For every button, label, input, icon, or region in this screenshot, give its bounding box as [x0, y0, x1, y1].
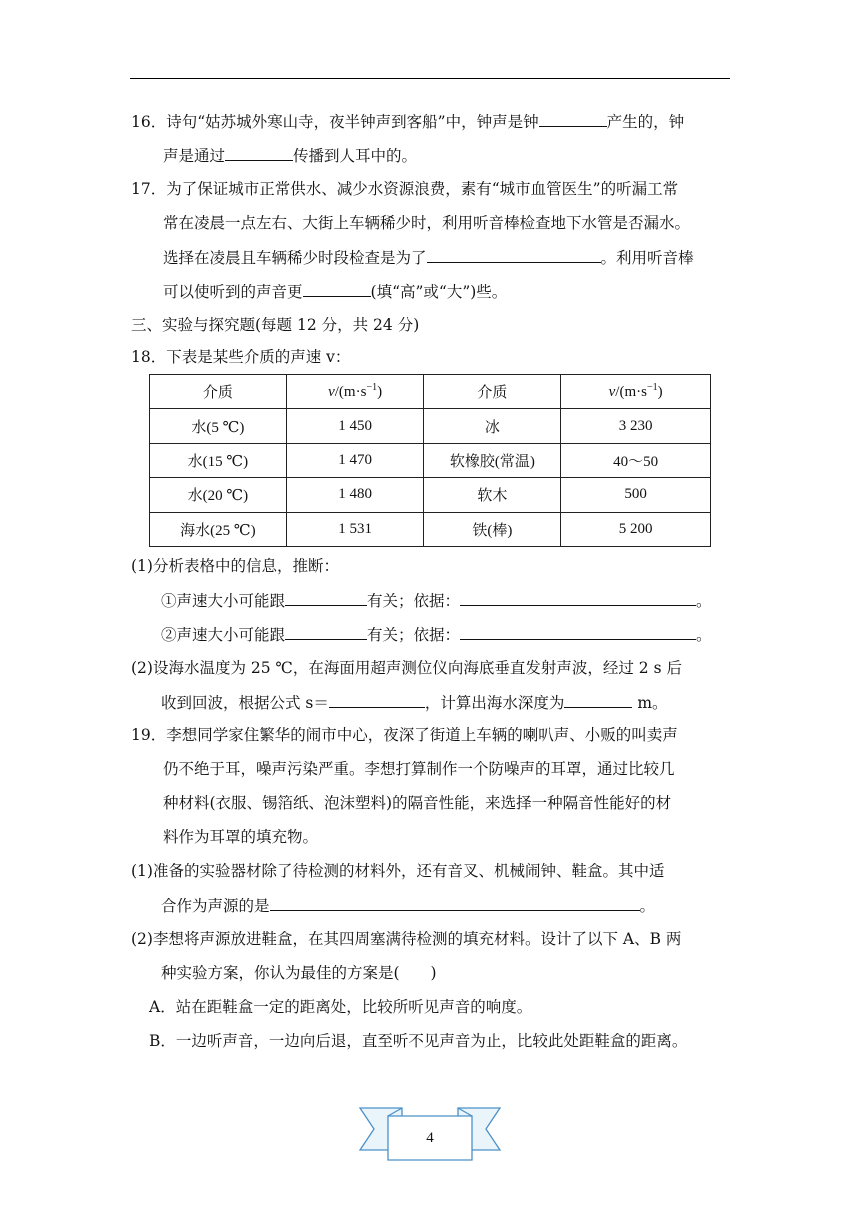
table-row	[150, 443, 711, 477]
q18-text: ②声速大小可能跟	[161, 626, 286, 644]
page-number: 4	[426, 1130, 434, 1146]
table-header-row	[150, 375, 711, 409]
table-cell: 软橡胶(常温)	[424, 443, 561, 477]
section-heading: 三、实验与探究题(每题 12 分，共 24 分)	[131, 316, 420, 334]
q18-blank-formula[interactable]	[329, 691, 425, 708]
q19-option-b: B．一边听声音，一边向后退，直至听不见声音为止，比较此处距鞋盒的距离。	[149, 1032, 688, 1050]
q18-number: 18．	[131, 348, 167, 366]
table-header-cell: $v/(m\cdot s^{-1})$	[561, 375, 711, 409]
q19-line2: 仍不绝于耳，噪声污染严重。李想打算制作一个防噪声的耳罩，通过比较几	[163, 760, 675, 778]
q18-text: 。	[696, 592, 712, 610]
table-cell: 3 230	[561, 409, 711, 443]
q19-blank-sound-source[interactable]	[270, 894, 640, 911]
table-cell: 海水(25 ℃)	[150, 512, 287, 546]
q16-text: 声是通过	[163, 147, 226, 165]
q18-text: 有关；依据：	[367, 626, 461, 644]
header-rule	[130, 78, 730, 79]
q19-part2-line2: 种实验方案，你认为最佳的方案是( )	[161, 964, 437, 982]
q18-blank-basis2[interactable]	[460, 623, 696, 640]
table-cell: 5 200	[561, 512, 711, 546]
q18-text: 。	[696, 626, 712, 644]
q19-part2-line1: (2)李想将声源放进鞋盒，在其四周塞满待检测的填充材料。设计了以下 A、B 两	[131, 930, 682, 948]
q19-line4: 料作为耳罩的填充物。	[163, 828, 319, 846]
q17-text: 选择在凌晨且车辆稀少时段检查是为了	[163, 249, 427, 267]
q18-text: m。	[632, 694, 668, 712]
q17-text: 。利用听音棒	[600, 249, 694, 267]
table-row	[150, 478, 711, 512]
q19-line3: 种材料(衣服、锡箔纸、泡沫塑料)的隔音性能，来选择一种隔音性能好的材	[163, 794, 672, 812]
q17-text: 可以使听到的声音更	[163, 283, 303, 301]
q18-text: ①声速大小可能跟	[161, 592, 286, 610]
q17-line2: 常在凌晨一点左右、大街上车辆稀少时，利用听音棒检查地下水管是否漏水。	[163, 214, 691, 232]
table-header-cell: $v/(m\cdot s^{-1})$	[286, 375, 424, 409]
q18-part1: (1)分析表格中的信息，推断：	[131, 557, 339, 575]
q17-blank2[interactable]	[303, 280, 371, 297]
q18-part1-b	[161, 623, 712, 646]
q17-text: (填“高”或“大”)些。	[370, 283, 508, 301]
q16-blank1[interactable]	[539, 110, 607, 127]
table-cell: 水(20 ℃)	[150, 478, 287, 512]
q18-blank-factor1[interactable]	[285, 589, 367, 606]
q16-text: 诗句“姑苏城外寒山寺，夜半钟声到客船”中，钟声是钟	[166, 113, 539, 131]
q19-option-a: A．站在距鞋盒一定的距离处，比较所听见声音的响度。	[149, 998, 533, 1016]
q18-part2-line2	[161, 691, 668, 714]
q17-line4	[163, 280, 507, 303]
q17-blank1[interactable]	[427, 246, 601, 263]
table-cell: 1 450	[286, 409, 424, 443]
q18-part1-a	[161, 589, 712, 612]
table-cell: 1 470	[286, 443, 424, 477]
table-row	[150, 409, 711, 443]
speed-of-sound-table	[149, 374, 711, 547]
q16-blank2[interactable]	[225, 144, 293, 161]
table-cell: 水(15 ℃)	[150, 443, 287, 477]
q19-line1	[131, 724, 678, 746]
q19-text: 。	[639, 897, 656, 915]
q19-part1-line2	[161, 894, 655, 917]
table-row	[150, 512, 711, 546]
q18-blank-factor2[interactable]	[285, 623, 367, 640]
q18-intro	[131, 346, 350, 368]
q19-number: 19．	[131, 726, 167, 744]
q17-line3	[163, 246, 694, 269]
q16-number: 16．	[131, 113, 167, 131]
table-header-cell: 介质	[424, 375, 561, 409]
q16-line1	[131, 110, 684, 133]
q19-text: 李想同学家住繁华的闹市中心，夜深了街道上车辆的喇叭声、小贩的叫卖声	[166, 726, 678, 744]
q18-text: ，计算出海水深度为	[424, 694, 565, 712]
q18-text: 下表是某些介质的声速 v：	[166, 348, 351, 366]
table-cell: 水(5 ℃)	[150, 409, 287, 443]
table-cell: 冰	[424, 409, 561, 443]
q18-blank-basis1[interactable]	[460, 589, 696, 606]
q19-text: 合作为声源的是	[161, 897, 270, 915]
table-cell: 软木	[424, 478, 561, 512]
q17-line1	[131, 178, 678, 200]
page-number-banner	[358, 1104, 502, 1162]
q16-text: 传播到人耳中的。	[293, 147, 418, 165]
q18-blank-depth[interactable]	[564, 691, 632, 708]
q18-part2-line1: (2)设海水温度为 25 ℃，在海面用超声测位仪向海底垂直发射声波，经过 2 s 后	[131, 659, 682, 677]
q17-text: 为了保证城市正常供水、减少水资源浪费，素有“城市血管医生”的听漏工常	[166, 180, 679, 198]
table-cell: 1 531	[286, 512, 424, 546]
q17-number: 17．	[131, 180, 167, 198]
table-cell: 铁(棒)	[424, 512, 561, 546]
q19-part1-line1: (1)准备的实验器材除了待检测的材料外，还有音叉、机械闹钟、鞋盒。其中适	[131, 862, 665, 880]
table-header-cell: 介质	[150, 375, 287, 409]
q16-text: 产生的，钟	[606, 113, 685, 131]
q16-line2	[163, 144, 417, 167]
table-cell: 40～50	[561, 443, 711, 477]
table-cell: 500	[561, 478, 711, 512]
table-cell: 1 480	[286, 478, 424, 512]
q18-text: 收到回波，根据公式 s＝	[161, 694, 329, 712]
q18-text: 有关；依据：	[367, 592, 461, 610]
